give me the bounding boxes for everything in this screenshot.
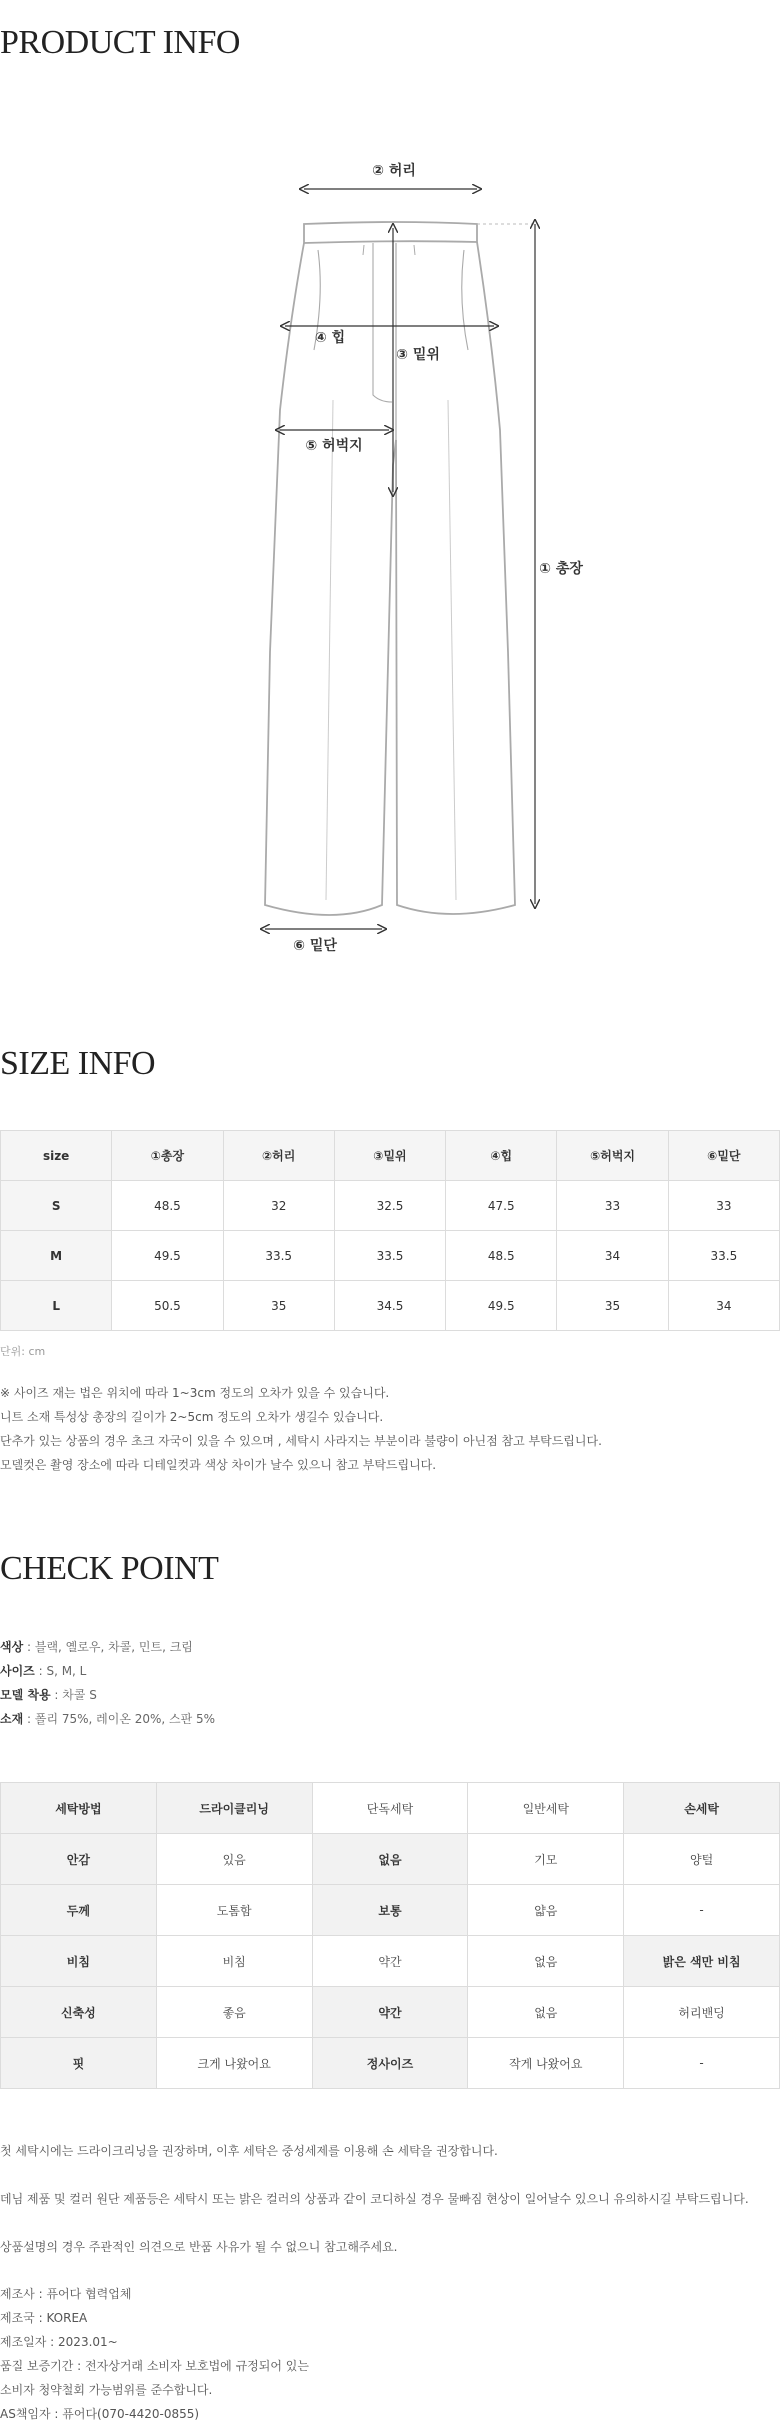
size-cell: 32 [223, 1181, 334, 1231]
size-cell: 34.5 [334, 1281, 445, 1331]
check-row-wash [1, 1783, 780, 1834]
check-cell: 비침 [156, 1936, 312, 1987]
size-info-title: SIZE INFO [0, 1045, 156, 1082]
check-cell-selected: 없음 [312, 1834, 468, 1885]
check-cell: 있음 [156, 1834, 312, 1885]
check-cell: 작게 나왔어요 [468, 2038, 624, 2089]
hem-label: ⑥ 밑단 [293, 938, 337, 954]
size-row-m [1, 1231, 780, 1281]
manufacturer-info [0, 2282, 309, 2426]
check-row-label: 두께 [1, 1885, 157, 1936]
size-header-cell: ⑤허벅지 [557, 1131, 668, 1181]
check-row-fit [1, 2038, 780, 2089]
check-cell: 약간 [312, 1936, 468, 1987]
size-cell: 33.5 [668, 1231, 779, 1281]
check-cell: - [624, 1885, 780, 1936]
size-table-header-row [1, 1131, 780, 1181]
size-cell: S [1, 1181, 112, 1231]
check-row-label: 핏 [1, 2038, 157, 2089]
size-cell: 35 [223, 1281, 334, 1331]
spec-value: : S, M, L [34, 1664, 87, 1678]
check-point-title: CHECK POINT [0, 1550, 219, 1587]
size-header-cell: size [1, 1131, 112, 1181]
length-label: ① 총장 [539, 561, 583, 577]
check-cell: 없음 [468, 1936, 624, 1987]
size-cell: 49.5 [446, 1281, 557, 1331]
check-row-stretch [1, 1987, 780, 2038]
size-cell: M [1, 1231, 112, 1281]
size-row-s [1, 1181, 780, 1231]
check-row-label: 비침 [1, 1936, 157, 1987]
check-row-sheer [1, 1936, 780, 1987]
check-cell-selected: 보통 [312, 1885, 468, 1936]
check-cell: 없음 [468, 1987, 624, 2038]
check-row-label: 신축성 [1, 1987, 157, 2038]
size-note: ※ 사이즈 재는 법은 위치에 따라 1~3cm 정도의 오차가 있을 수 있습니다. [0, 1386, 390, 1400]
size-cell: 48.5 [112, 1181, 223, 1231]
size-notes [0, 1381, 780, 1477]
check-row-label: 세탁방법 [1, 1783, 157, 1834]
size-cell: 47.5 [446, 1181, 557, 1231]
check-cell: 일반세탁 [468, 1783, 624, 1834]
size-cell: 34 [668, 1281, 779, 1331]
spec-material [0, 1707, 215, 1731]
size-cell: 33.5 [223, 1231, 334, 1281]
maker-line: 제조국 : KOREA [0, 2311, 88, 2325]
spec-value: : 폴리 75%, 레이온 20%, 스판 5% [23, 1712, 216, 1726]
check-cell: 도톰함 [156, 1885, 312, 1936]
size-note: 단추가 있는 상품의 경우 초크 자국이 있을 수 있으며 , 세탁시 사라지는 부분이라 불량이 아닌점 참고 부탁드립니다. [0, 1434, 602, 1448]
size-table [0, 1130, 780, 1331]
spec-color [0, 1635, 215, 1659]
check-cell-selected: 손세탁 [624, 1783, 780, 1834]
spec-label: 사이즈 [0, 1664, 35, 1678]
size-cell: 50.5 [112, 1281, 223, 1331]
size-note: 니트 소재 특성상 총장의 길이가 2~5cm 정도의 오차가 생길수 있습니다. [0, 1410, 384, 1424]
spec-value: : 블랙, 옐로우, 차콜, 민트, 크림 [23, 1640, 193, 1654]
check-cell: 좋음 [156, 1987, 312, 2038]
check-point-table [0, 1782, 780, 2089]
size-header-cell: ③밑위 [334, 1131, 445, 1181]
spec-label: 소재 [0, 1712, 24, 1726]
check-cell: 크게 나왔어요 [156, 2038, 312, 2089]
spec-size [0, 1659, 215, 1683]
spec-value: : 차콜 S [50, 1688, 97, 1702]
check-cell: 기모 [468, 1834, 624, 1885]
care-note: 상품설명의 경우 주관적인 의견으로 반품 사유가 될 수 없으니 참고해주세요. [0, 2240, 398, 2254]
size-cell: 32.5 [334, 1181, 445, 1231]
product-info-title: PRODUCT INFO [0, 24, 240, 61]
size-cell: 33 [557, 1181, 668, 1231]
pants-measurement-diagram [0, 140, 780, 960]
size-cell: 34 [557, 1231, 668, 1281]
check-cell: 양털 [624, 1834, 780, 1885]
thigh-label: ⑤ 허벅지 [305, 438, 363, 454]
check-cell-selected: 밝은 색만 비침 [624, 1936, 780, 1987]
spec-model [0, 1683, 215, 1707]
size-cell: 33 [668, 1181, 779, 1231]
maker-line: 소비자 청약철회 가능범위를 준수합니다. [0, 2383, 213, 2397]
size-header-cell: ⑥밑단 [668, 1131, 779, 1181]
check-row-thickness [1, 1885, 780, 1936]
maker-line: 제조사 : 퓨어다 협력업체 [0, 2287, 132, 2301]
size-cell: 49.5 [112, 1231, 223, 1281]
rise-label: ③ 밑위 [396, 347, 440, 363]
check-row-label: 안감 [1, 1834, 157, 1885]
size-header-cell: ②허리 [223, 1131, 334, 1181]
size-row-l [1, 1281, 780, 1331]
pants-illustration [0, 140, 780, 960]
check-row-lining [1, 1834, 780, 1885]
size-note: 모델컷은 촬영 장소에 따라 디테일컷과 색상 차이가 날수 있으니 참고 부탁드립니다. [0, 1458, 437, 1472]
check-cell: 얇음 [468, 1885, 624, 1936]
check-cell-selected: 드라이클리닝 [156, 1783, 312, 1834]
check-cell: - [624, 2038, 780, 2089]
maker-line: 품질 보증기간 : 전자상거래 소비자 보호법에 규정되어 있는 [0, 2359, 309, 2373]
size-cell: L [1, 1281, 112, 1331]
size-header-cell: ④힙 [446, 1131, 557, 1181]
size-cell: 48.5 [446, 1231, 557, 1281]
size-cell: 33.5 [334, 1231, 445, 1281]
check-cell-selected: 약간 [312, 1987, 468, 2038]
care-note: 첫 세탁시에는 드라이크리닝을 권장하며, 이후 세탁은 중성세제를 이용해 손 세탁을 권장합니다. [0, 2144, 498, 2158]
spec-label: 모델 착용 [0, 1688, 51, 1702]
check-cell-selected: 정사이즈 [312, 2038, 468, 2089]
maker-line: AS책임자 : 퓨어다(070-4420-0855) [0, 2407, 200, 2421]
spec-label: 색상 [0, 1640, 24, 1654]
size-cell: 35 [557, 1281, 668, 1331]
waist-label: ② 허리 [372, 163, 416, 179]
care-notes [0, 2139, 780, 2283]
care-note: 데님 제품 및 컬러 원단 제품등은 세탁시 또는 밝은 컬러의 상품과 같이 코디하실 경우 물빠짐 현상이 일어날수 있으니 유의하시길 부탁드립니다. [0, 2192, 749, 2206]
maker-line: 제조일자 : 2023.01~ [0, 2335, 118, 2349]
hip-label: ④ 힙 [314, 330, 346, 346]
check-cell: 허리밴딩 [624, 1987, 780, 2038]
product-specs [0, 1635, 215, 1731]
size-header-cell: ①총장 [112, 1131, 223, 1181]
unit-note: 단위: cm [0, 1345, 46, 1358]
check-cell: 단독세탁 [312, 1783, 468, 1834]
